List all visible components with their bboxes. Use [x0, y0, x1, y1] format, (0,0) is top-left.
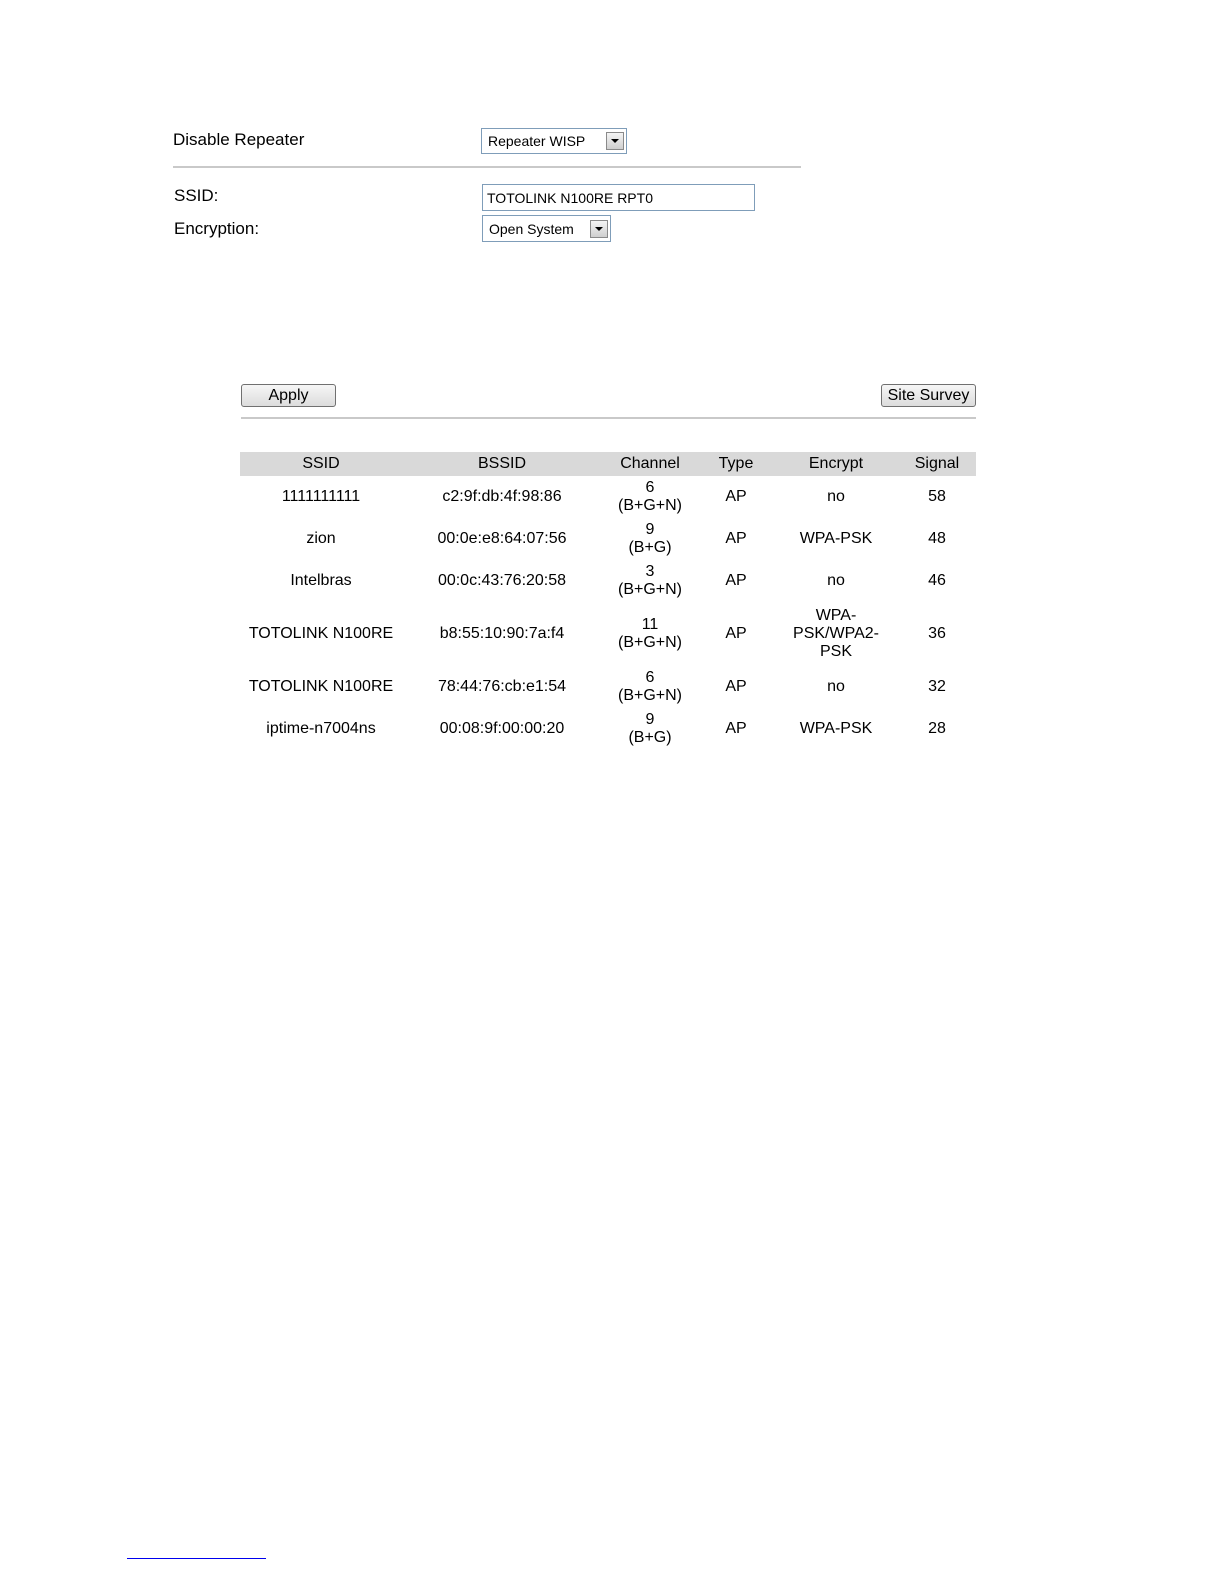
table-row	[240, 602, 976, 666]
cell-signal: 58	[928, 488, 946, 505]
cell-encrypt: WPA- PSK/WPA2- PSK	[793, 607, 879, 660]
repeater-mode-value: Repeater WISP	[488, 133, 586, 149]
cell-encrypt: no	[827, 678, 845, 695]
col-channel: Channel	[602, 452, 698, 476]
cell-channel: 6 (B+G+N)	[617, 479, 682, 514]
cell-encrypt: WPA-PSK	[799, 530, 873, 547]
cell-signal: 28	[928, 720, 946, 737]
ssid-label: SSID:	[174, 186, 219, 205]
cell-channel: 11 (B+G+N)	[617, 616, 682, 651]
cell-ssid: zion	[306, 530, 336, 547]
cell-channel: 3 (B+G+N)	[617, 563, 682, 598]
cell-encrypt: WPA-PSK	[799, 720, 873, 737]
cell-signal: 32	[928, 678, 946, 695]
table-row	[240, 476, 976, 518]
cell-signal: 48	[928, 530, 946, 547]
encryption-select[interactable]	[482, 215, 611, 242]
repeater-label: Disable Repeater	[173, 130, 305, 149]
ssid-input[interactable]	[482, 184, 755, 211]
chevron-down-icon[interactable]	[606, 132, 624, 150]
cell-channel: 6 (B+G+N)	[617, 669, 682, 704]
site-survey-button[interactable]: Site Survey	[881, 384, 976, 407]
cell-type: AP	[725, 488, 747, 505]
section-divider	[173, 166, 801, 168]
encryption-value: Open System	[489, 220, 574, 237]
col-type: Type	[698, 452, 774, 476]
cell-bssid: b8:55:10:90:7a:f4	[439, 625, 565, 642]
chevron-down-icon[interactable]	[590, 220, 608, 238]
col-bssid: BSSID	[402, 452, 602, 476]
table-row	[240, 666, 976, 708]
table-row	[240, 518, 976, 560]
encryption-label: Encryption:	[174, 219, 260, 238]
site-survey-table	[240, 452, 976, 750]
cell-encrypt: no	[827, 572, 845, 589]
cell-ssid: iptime-n7004ns	[266, 720, 376, 737]
table-row	[240, 560, 976, 602]
cell-channel: 9 (B+G)	[628, 711, 672, 746]
col-ssid: SSID	[240, 452, 402, 476]
cell-ssid: TOTOLINK N100RE	[248, 678, 394, 695]
cell-bssid: 00:08:9f:00:00:20	[439, 720, 565, 737]
cell-type: AP	[725, 720, 747, 737]
cell-signal: 46	[928, 572, 946, 589]
cell-bssid: 00:0e:e8:64:07:56	[437, 530, 567, 547]
table-header-row	[240, 452, 976, 476]
cell-ssid: TOTOLINK N100RE	[248, 625, 394, 642]
apply-button[interactable]: Apply	[241, 384, 336, 407]
cell-type: AP	[725, 572, 747, 589]
cell-bssid: c2:9f:db:4f:98:86	[442, 488, 562, 505]
cell-channel: 9 (B+G)	[628, 521, 672, 556]
cell-bssid: 78:44:76:cb:e1:54	[437, 678, 567, 695]
cell-signal: 36	[928, 625, 946, 642]
footnote-separator	[127, 1558, 266, 1559]
repeater-mode-select[interactable]	[481, 128, 627, 154]
cell-type: AP	[725, 678, 747, 695]
cell-type: AP	[725, 625, 747, 642]
col-signal: Signal	[898, 452, 976, 476]
cell-type: AP	[725, 530, 747, 547]
actions-divider	[241, 417, 976, 419]
cell-encrypt: no	[827, 488, 845, 505]
cell-ssid: Intelbras	[290, 572, 352, 589]
cell-ssid: 1111111111	[281, 488, 361, 505]
table-row	[240, 708, 976, 750]
col-encrypt: Encrypt	[774, 452, 898, 476]
cell-bssid: 00:0c:43:76:20:58	[437, 572, 567, 589]
